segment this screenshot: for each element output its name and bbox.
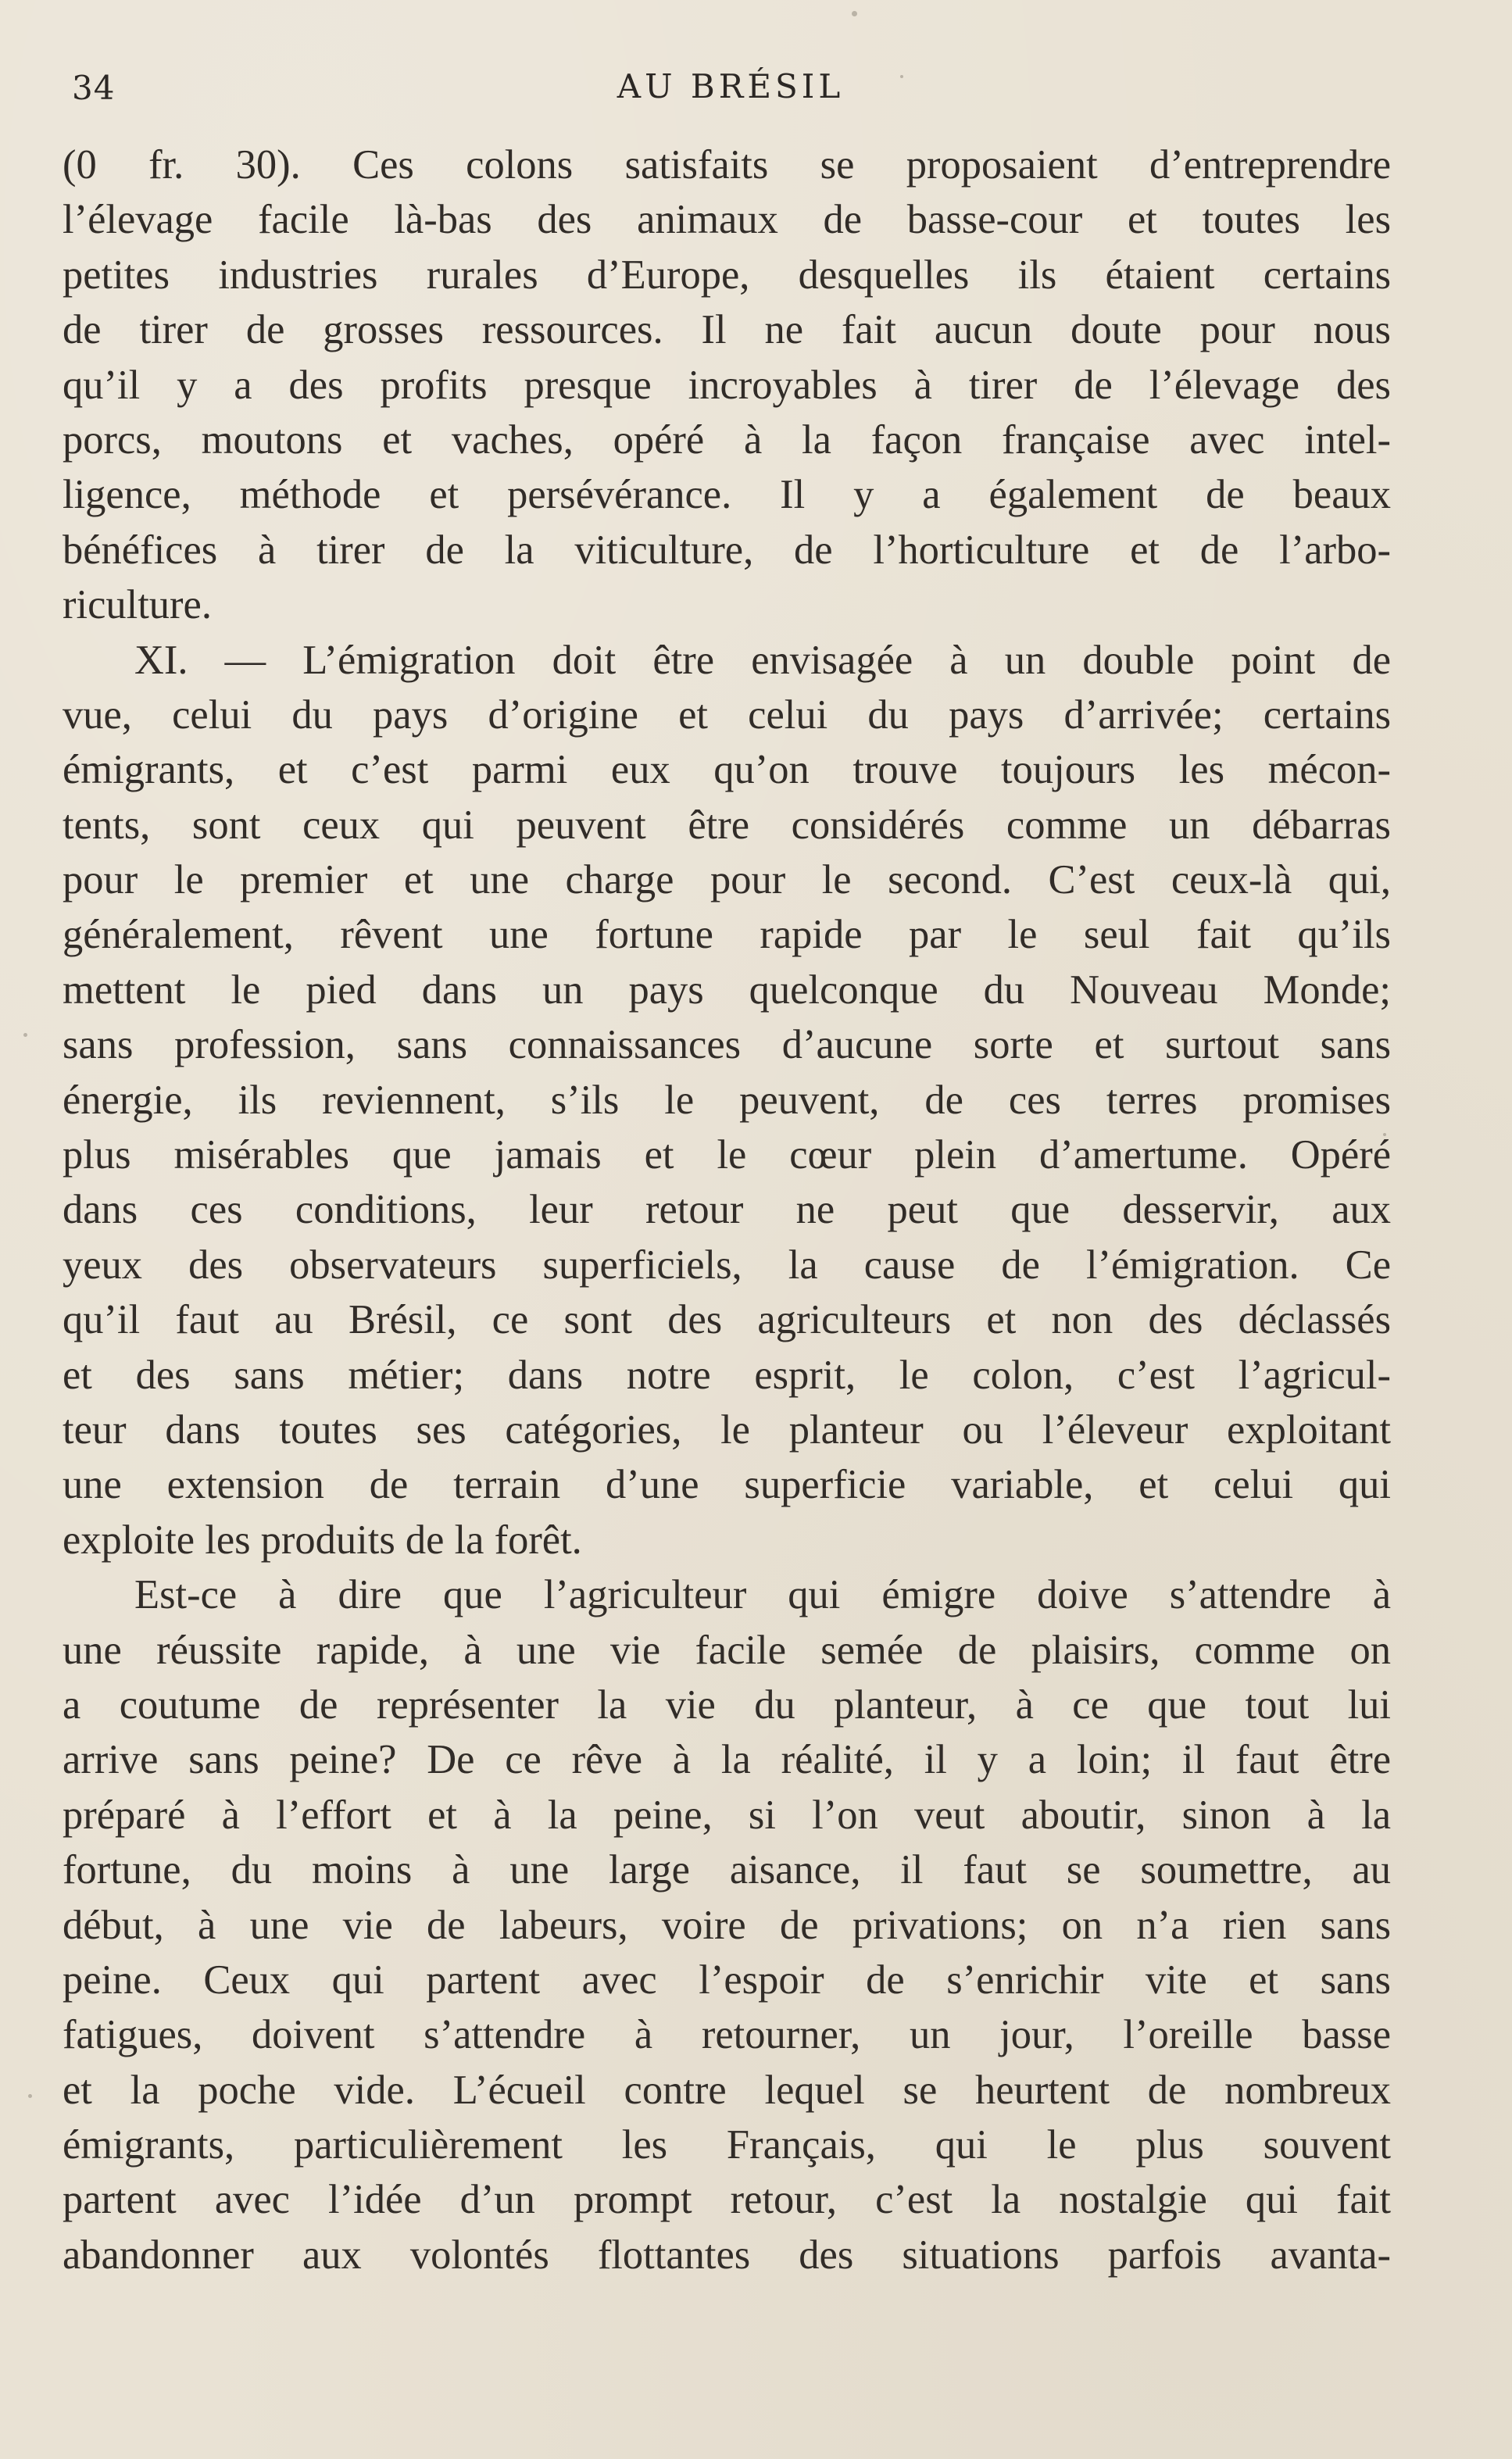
text-line: teur dans toutes ses catégories, le planteur ou l’éleveur exploitant	[63, 1406, 1391, 1453]
text-line: énergie, ils reviennent, s’ils le peuvent, de ces terres promises	[63, 1077, 1391, 1123]
text-line: et des sans métier; dans notre esprit, le colon, c’est l’agricul-	[63, 1352, 1391, 1398]
text-line: fortune, du moins à une large aisance, il faut se soumettre, au	[63, 1847, 1391, 1893]
paragraph-2	[63, 633, 1391, 1568]
text-line: peine. Ceux qui partent avec l’espoir de s’enrichir vite et sans	[63, 1957, 1391, 2003]
text-line: porcs, moutons et vaches, opéré à la façon française avec intel-	[63, 416, 1391, 463]
text-line: émigrants, et c’est parmi eux qu’on trouve toujours les mécon-	[63, 747, 1391, 793]
text-line: arrive sans peine? De ce rêve à la réalité, il y a loin; il faut être	[63, 1737, 1391, 1783]
text-line: une extension de terrain d’une superficie variable, et celui qui	[63, 1462, 1391, 1508]
text-line: abandonner aux volontés flottantes des situations parfois avanta-	[63, 2232, 1391, 2278]
text-line: préparé à l’effort et à la peine, si l’on veut aboutir, sinon à la	[63, 1792, 1391, 1838]
paper-speck	[28, 2094, 32, 2098]
text-line: généralement, rêvent une fortune rapide par le seul fait qu’ils	[63, 912, 1391, 958]
text-line: a coutume de représenter la vie du planteur, à ce que tout lui	[63, 1682, 1391, 1728]
page-number: 34	[72, 69, 116, 107]
running-head	[72, 64, 1389, 111]
text-line: exploite les produits de la forêt.	[63, 1517, 582, 1563]
text-line: tents, sont ceux qui peuvent être considérés comme un débarras	[63, 802, 1391, 848]
text-line: l’élevage facile là-bas des animaux de basse-cour et toutes les	[63, 197, 1391, 243]
text-line: XI. — L’émigration doit être envisagée à un double point de	[134, 637, 1391, 683]
running-title: AU BRÉSIL	[617, 67, 845, 105]
text-line: de tirer de grosses ressources. Il ne fait aucun doute pour nous	[63, 307, 1391, 353]
paper-speck	[852, 11, 857, 16]
body-text	[63, 138, 1391, 2282]
paragraph-3	[63, 1567, 1391, 2282]
text-line: fatigues, doivent s’attendre à retourner, un jour, l’oreille basse	[63, 2012, 1391, 2058]
paper-speck	[23, 1033, 27, 1037]
text-line: sans profession, sans connaissances d’aucune sorte et surtout sans	[63, 1022, 1391, 1068]
text-line: ligence, méthode et persévérance. Il y a également de beaux	[63, 472, 1391, 518]
text-line: pour le premier et une charge pour le second. C’est ceux-là qui,	[63, 857, 1391, 903]
text-line: qu’il y a des profits presque incroyables à tirer de l’élevage des	[63, 362, 1391, 408]
text-line: et la poche vide. L’écueil contre lequel se heurtent de nombreux	[63, 2067, 1391, 2113]
text-line: petites industries rurales d’Europe, desquelles ils étaient certains	[63, 252, 1391, 298]
text-line: début, à une vie de labeurs, voire de privations; on n’a rien sans	[63, 1902, 1391, 1948]
text-line: (0 fr. 30). Ces colons satisfaits se proposaient d’entreprendre	[63, 142, 1391, 188]
text-line: plus misérables que jamais et le cœur plein d’amertume. Opéré	[63, 1132, 1391, 1178]
text-line: riculture.	[63, 582, 212, 628]
text-line: vue, celui du pays d’origine et celui du pays d’arrivée; certains	[63, 692, 1391, 738]
text-line: une réussite rapide, à une vie facile semée de plaisirs, comme on	[63, 1627, 1391, 1673]
text-line: Est-ce à dire que l’agriculteur qui émigre doive s’attendre à	[134, 1572, 1391, 1618]
text-line: partent avec l’idée d’un prompt retour, c’est la nostalgie qui fait	[63, 2177, 1391, 2223]
text-line: émigrants, particulièrement les Français, qui le plus souvent	[63, 2122, 1391, 2168]
text-line: mettent le pied dans un pays quelconque du Nouveau Monde;	[63, 967, 1391, 1013]
text-line: qu’il faut au Brésil, ce sont des agriculteurs et non des déclassés	[63, 1297, 1391, 1343]
paragraph-1	[63, 138, 1391, 633]
text-line: yeux des observateurs superficiels, la cause de l’émigration. Ce	[63, 1242, 1391, 1288]
text-line: bénéfices à tirer de la viticulture, de l’horticulture et de l’arbo-	[63, 527, 1391, 573]
text-line: dans ces conditions, leur retour ne peut que desservir, aux	[63, 1187, 1391, 1233]
